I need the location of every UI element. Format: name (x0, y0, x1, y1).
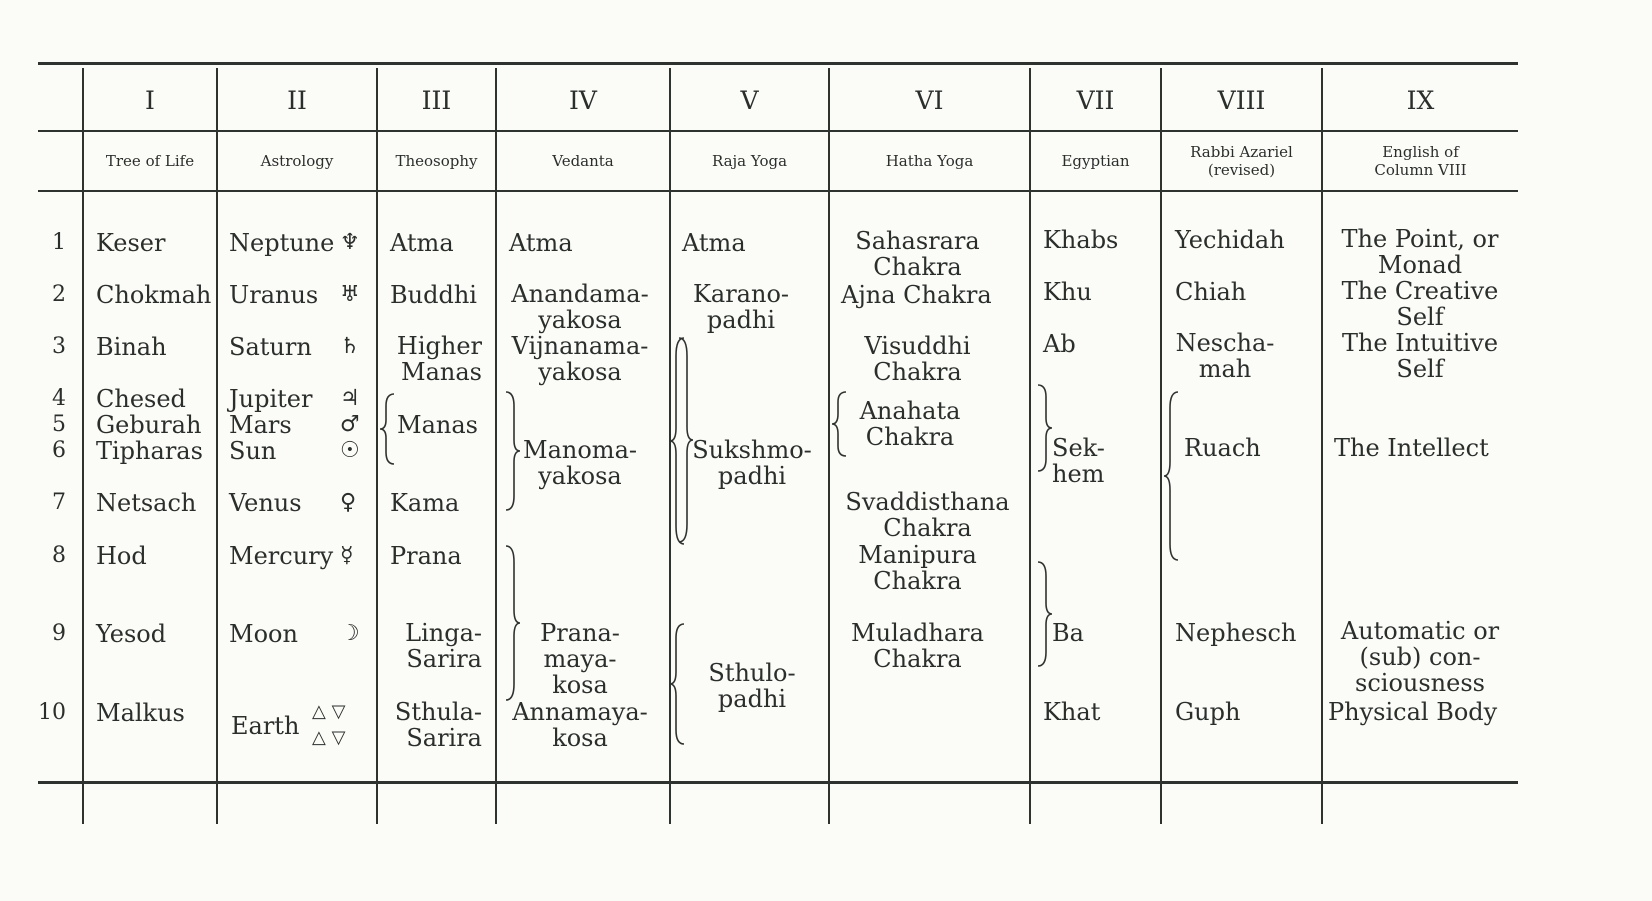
tree-of-life-entry: Malkus (96, 699, 185, 727)
english-entry: The Intuitive Self (1341, 329, 1499, 383)
brace-raja-sthulopadhi (674, 624, 688, 744)
english-entry: Physical Body (1328, 698, 1498, 726)
neptune-symbol-icon: ♆ (340, 230, 360, 255)
column-divider (1160, 68, 1162, 824)
column-numeral-9: IX (1406, 86, 1435, 115)
numeral-rule (38, 130, 1518, 132)
column-divider (82, 68, 84, 824)
column-title-hatha-yoga: Hatha Yoga (885, 152, 974, 170)
planet-name: Earth (231, 712, 300, 740)
theosophy-entry: Buddhi (390, 281, 477, 309)
row-number: 4 (52, 386, 66, 411)
column-title-egyptian: Egyptian (1061, 152, 1130, 170)
rabbi-azariel-entry: Ruach (1184, 434, 1261, 462)
column-numeral-7: VII (1076, 86, 1115, 115)
brace-vedanta-pranamaya (504, 546, 518, 700)
tree-of-life-entry: Binah (96, 333, 167, 361)
column-numeral-2: II (287, 86, 307, 115)
egyptian-entry: Khat (1043, 698, 1101, 726)
elements-symbol-icon: △ ▽ △ ▽ (312, 701, 346, 748)
row-number: 8 (52, 543, 66, 568)
tree-of-life-entry: Netsach (96, 489, 197, 517)
raja-yoga-entry: Karano- padhi (692, 280, 790, 334)
tree-of-life-entry: Keser (96, 229, 166, 257)
venus-symbol-icon: ♀ (340, 490, 357, 515)
column-title-raja-yoga: Raja Yoga (711, 152, 788, 170)
rabbi-azariel-entry: Nescha- mah (1175, 329, 1275, 383)
egyptian-entry: Khabs (1043, 226, 1119, 254)
mercury-symbol-icon: ☿ (340, 543, 354, 568)
column-numeral-3: III (421, 86, 452, 115)
egyptian-entry: Ba (1052, 619, 1084, 647)
row-number: 7 (52, 490, 66, 515)
column-title-tree-of-life: Tree of Life (105, 152, 195, 170)
row-number: 10 (38, 700, 66, 725)
tree-of-life-entry: Chesed (96, 385, 186, 413)
column-numeral-6: VI (915, 86, 944, 115)
planet-name: Moon (229, 620, 298, 648)
column-divider (828, 68, 830, 824)
planet-name: Saturn (229, 333, 312, 361)
planet-name: Mars (229, 411, 292, 439)
uranus-symbol-icon: ♅ (340, 282, 360, 307)
egyptian-entry: Khu (1043, 278, 1092, 306)
saturn-symbol-icon: ♄ (340, 334, 360, 359)
brace-raja-sukshmopadhi (674, 338, 688, 544)
bottom-rule (38, 781, 1518, 784)
moon-symbol-icon: ☽ (340, 621, 360, 646)
theosophy-entry: Prana (390, 542, 462, 570)
column-title-rabbi-azariel: Rabbi Azariel (revised) (1190, 143, 1293, 179)
vedanta-entry: Atma (509, 229, 573, 257)
rabbi-azariel-entry: Guph (1175, 698, 1241, 726)
english-entry: Automatic or (sub) con- sciousness (1340, 617, 1500, 697)
vedanta-entry: Anandama- yakosa (511, 280, 649, 334)
theosophy-entry: Linga- Sarira (405, 619, 482, 673)
planet-name: Venus (229, 489, 302, 517)
rabbi-azariel-entry: Nephesch (1175, 619, 1297, 647)
vedanta-entry: Vijnanama- yakosa (511, 332, 649, 386)
hatha-yoga-entry: Manipura Chakra (858, 541, 977, 595)
hatha-yoga-entry: Ajna Chakra (841, 281, 992, 309)
brace-theosophy-manas (384, 394, 398, 464)
planet-name: Sun (229, 437, 277, 465)
hatha-yoga-entry: Svaddisthana Chakra (845, 488, 1010, 542)
row-number: 9 (52, 621, 66, 646)
column-title-theosophy: Theosophy (395, 152, 478, 170)
column-divider (495, 68, 497, 824)
brace-rabbi-ruach (1168, 392, 1182, 560)
rabbi-azariel-entry: Chiah (1175, 278, 1247, 306)
sun-symbol-icon: ☉ (340, 438, 360, 463)
jupiter-symbol-icon: ♃ (340, 386, 360, 411)
planet-name: Uranus (229, 281, 319, 309)
row-number: 6 (52, 438, 66, 463)
english-entry: The Point, or Monad (1341, 225, 1499, 279)
planet-name: Mercury (229, 542, 334, 570)
planet-name: Neptune (229, 229, 335, 257)
hatha-yoga-entry: Anahata Chakra (859, 397, 961, 451)
vedanta-entry: Prana- maya- kosa (540, 619, 620, 699)
column-divider (1321, 68, 1323, 824)
hatha-yoga-entry: Sahasrara Chakra (855, 227, 980, 281)
tree-of-life-entry: Tipharas (96, 437, 203, 465)
egyptian-entry: Ab (1043, 330, 1076, 358)
english-entry: The Creative Self (1341, 277, 1499, 331)
raja-yoga-entry: Sthulo- padhi (708, 659, 796, 713)
title-rule (38, 190, 1518, 192)
column-numeral-1: I (145, 86, 155, 115)
egyptian-entry: Sek- hem (1052, 434, 1105, 488)
tree-of-life-entry: Geburah (96, 411, 202, 439)
hatha-yoga-entry: Muladhara Chakra (851, 619, 984, 673)
hatha-yoga-entry: Visuddhi Chakra (864, 332, 971, 386)
raja-yoga-entry: Sukshmo- padhi (692, 436, 812, 490)
brace-egyptian-sekhem (1036, 385, 1050, 471)
row-number: 1 (52, 230, 66, 255)
top-rule (38, 62, 1518, 65)
brace-egyptian-ba (1036, 562, 1050, 666)
column-numeral-5: V (740, 86, 759, 115)
column-divider (216, 68, 218, 824)
theosophy-entry: Atma (390, 229, 454, 257)
column-title-vedanta: Vedanta (552, 152, 614, 170)
row-number: 5 (52, 412, 66, 437)
column-divider (1029, 68, 1031, 824)
theosophy-entry: Kama (390, 489, 460, 517)
vedanta-entry: Annamaya- kosa (512, 698, 648, 752)
planet-name: Jupiter (229, 385, 313, 413)
mars-symbol-icon: ♂ (340, 412, 360, 437)
theosophy-entry: Manas (397, 411, 478, 439)
column-numeral-8: VIII (1217, 86, 1266, 115)
tree-of-life-entry: Yesod (96, 620, 167, 648)
rabbi-azariel-entry: Yechidah (1175, 226, 1285, 254)
row-number: 2 (52, 282, 66, 307)
brace-vedanta-manomaya (504, 392, 518, 510)
theosophy-entry: Higher Manas (396, 332, 482, 386)
tree-of-life-entry: Hod (96, 542, 147, 570)
tree-of-life-entry: Chokmah (96, 281, 212, 309)
theosophy-entry: Sthula- Sarira (394, 698, 482, 752)
column-numeral-4: IV (569, 86, 597, 115)
column-title-english: English of Column VIII (1374, 143, 1467, 179)
row-number: 3 (52, 334, 66, 359)
column-divider (669, 68, 671, 824)
english-entry: The Intellect (1334, 434, 1489, 462)
column-divider (376, 68, 378, 824)
vedanta-entry: Manoma- yakosa (523, 436, 637, 490)
column-title-astrology: Astrology (260, 152, 334, 170)
raja-yoga-entry: Atma (682, 229, 746, 257)
brace-hatha-anahata (836, 392, 850, 456)
